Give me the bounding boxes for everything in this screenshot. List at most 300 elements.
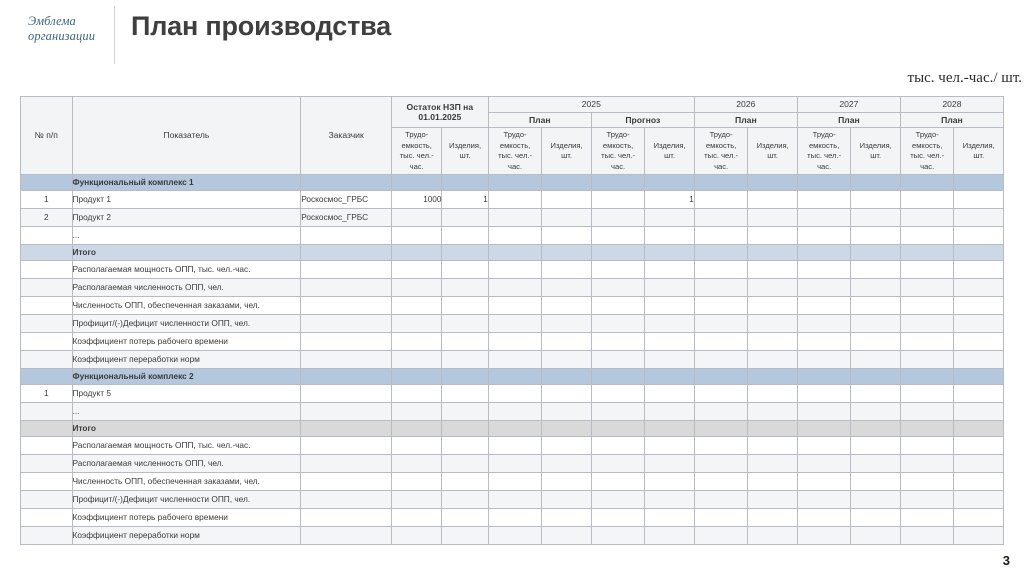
cell-value [797,509,851,527]
cell-value [442,491,488,509]
col-header-year-2026: 2026 [694,97,797,113]
cell-value [954,385,1004,403]
cell-indicator: Функциональный комплекс 2 [72,369,301,385]
cell-value [645,333,694,351]
table-row [21,227,1004,245]
col-header-2026-0-labor-line-2: емкость, [705,140,737,150]
cell-value [591,509,645,527]
col-header-indicator: Показатель [72,97,301,175]
cell-value [591,227,645,245]
cell-value [542,509,591,527]
units-caption: тыс. чел.-час./ шт. [907,70,1022,86]
table-row [21,509,1004,527]
cell-value [645,297,694,315]
cell-customer [301,279,392,297]
cell-value [591,209,645,227]
cell-value [591,333,645,351]
cell-value [542,261,591,279]
cell-value [591,315,645,333]
col-header-2027-0-labor-line-2: емкость, [808,140,840,150]
cell-number [21,369,73,385]
cell-value [954,403,1004,421]
cell-indicator: Располагаемая численность ОПП, чел. [72,455,301,473]
cell-value [900,527,954,545]
col-header-year-2027: 2027 [797,97,900,113]
col-header-2025-sub-0: План [488,112,591,128]
cell-number [21,437,73,455]
cell-value [694,455,748,473]
table-row [21,403,1004,421]
cell-value [954,473,1004,491]
cell-value [391,175,441,191]
cell-value [748,175,797,191]
col-header-2025-0-labor [488,128,542,175]
cell-indicator: Располагаемая мощность ОПП, тыс. чел.-час. [72,261,301,279]
cell-value [391,491,441,509]
cell-value [391,473,441,491]
cell-value [542,297,591,315]
cell-value [748,369,797,385]
cell-value [442,175,488,191]
cell-customer [301,351,392,369]
col-header-2026-0-labor [694,128,748,175]
cell-value [851,315,900,333]
cell-value [442,385,488,403]
cell-value [488,491,542,509]
cell-value [542,351,591,369]
cell-number [21,227,73,245]
cell-value [748,455,797,473]
cell-indicator: Коэффициент потерь рабочего времени [72,333,301,351]
cell-value [851,473,900,491]
cell-value [591,175,645,191]
cell-value [900,473,954,491]
cell-value [851,333,900,351]
col-header-2028-0-labor-line-3: тыс. чел.- [910,151,945,160]
cell-number [21,315,73,333]
cell-value [900,369,954,385]
cell-value [797,403,851,421]
cell-value [442,315,488,333]
slide-header [0,0,1024,72]
wip-group-line-2: 01.01.2025 [418,112,462,122]
cell-value [391,209,441,227]
cell-value [851,279,900,297]
cell-value [797,333,851,351]
cell-number [21,297,73,315]
col-header-2026-0-items-line-1: Изделия, [756,140,789,150]
cell-value [900,509,954,527]
cell-value [442,245,488,261]
cell-value [851,209,900,227]
cell-number [21,175,73,191]
cell-value [954,491,1004,509]
cell-value [954,279,1004,297]
cell-indicator: Профицит/(-)Дефицит численности ОПП, чел. [72,315,301,333]
col-header-2028-0-labor-line-4: час. [920,161,935,171]
col-header-2025-0-items-line-1: Изделия, [550,140,583,150]
cell-value [645,421,694,437]
col-header-2027-0-labor-line-1: Трудо- [812,130,836,139]
cell-indicator: Итого [72,421,301,437]
cell-indicator: Коэффициент переработки норм [72,351,301,369]
cell-customer [301,175,392,191]
cell-value [694,385,748,403]
cell-value [748,333,797,351]
cell-value [442,333,488,351]
cell-value [391,403,441,421]
cell-value [542,491,591,509]
cell-number [21,261,73,279]
cell-value [645,491,694,509]
cell-customer [301,437,392,455]
cell-number [21,351,73,369]
cell-number: 1 [21,191,73,209]
cell-value [391,227,441,245]
col-header-2025-1-labor-line-2: емкость, [602,140,634,150]
cell-value [542,385,591,403]
cell-value [851,175,900,191]
col-header-2026-0-labor-line-1: Трудо- [709,130,733,139]
cell-customer [301,315,392,333]
cell-value [645,385,694,403]
cell-value [542,455,591,473]
cell-value [442,279,488,297]
cell-customer [301,297,392,315]
cell-value [591,279,645,297]
cell-value [391,351,441,369]
cell-value [488,297,542,315]
cell-value [694,333,748,351]
cell-value [900,279,954,297]
cell-value [391,279,441,297]
cell-value [797,261,851,279]
cell-value [748,509,797,527]
cell-value [748,421,797,437]
cell-value [900,261,954,279]
cell-value [442,509,488,527]
cell-value [542,527,591,545]
col-header-2025-0-items-line-2: шт. [561,151,572,160]
col-header-2026-0-items-line-2: шт. [767,151,779,160]
cell-customer [301,473,392,491]
table-row [21,527,1004,545]
cell-value [542,421,591,437]
total-row [21,245,1004,261]
table-row [21,491,1004,509]
cell-value [694,279,748,297]
col-header-wip-labor-line-2: емкость, [401,140,432,150]
cell-value [851,403,900,421]
section-header-row [21,369,1004,385]
cell-value [797,385,851,403]
cell-value [954,175,1004,191]
cell-value [694,175,748,191]
production-plan-table [20,96,1004,545]
cell-value [797,473,851,491]
cell-value [694,297,748,315]
col-header-2028-sub-0: План [900,112,1003,128]
cell-value [954,421,1004,437]
cell-value [645,403,694,421]
cell-value [797,227,851,245]
cell-value [645,245,694,261]
col-header-2028-0-items-line-2: шт. [973,151,985,160]
cell-value [900,437,954,455]
cell-value [694,315,748,333]
cell-value [442,261,488,279]
cell-value: 1 [645,191,694,209]
cell-value [542,473,591,491]
cell-value [694,473,748,491]
cell-value [391,509,441,527]
table-row [21,437,1004,455]
cell-value [591,437,645,455]
cell-value [591,385,645,403]
cell-value [851,421,900,437]
cell-value [391,333,441,351]
table-body [21,175,1004,545]
cell-customer [301,455,392,473]
cell-indicator: Располагаемая мощность ОПП, тыс. чел.-час. [72,437,301,455]
table-head [21,97,1004,175]
table-row [21,261,1004,279]
col-header-wip-labor-line-3: тыс. чел.- [399,151,434,160]
cell-customer: Роскосмос_ГРБС [301,191,392,209]
cell-value [645,437,694,455]
cell-value [748,437,797,455]
page-title: План производства [131,11,391,41]
cell-value [488,527,542,545]
cell-value [442,297,488,315]
cell-value [694,491,748,509]
cell-value [391,261,441,279]
organization-emblem [28,14,108,44]
cell-value [797,315,851,333]
cell-customer [301,527,392,545]
col-header-2028-0-items [954,128,1004,175]
cell-number [21,491,73,509]
cell-value [954,261,1004,279]
cell-number [21,333,73,351]
col-header-2025-0-items [542,128,591,175]
cell-value [542,279,591,297]
cell-value [694,527,748,545]
cell-number: 2 [21,209,73,227]
cell-value [954,527,1004,545]
col-header-2027-sub-0: План [797,112,900,128]
col-header-2027-0-items [851,128,900,175]
cell-value [591,421,645,437]
cell-customer [301,261,392,279]
cell-number [21,473,73,491]
cell-value [851,261,900,279]
cell-value [748,315,797,333]
col-header-2025-1-labor [591,128,645,175]
col-header-wip-labor-line-4: час. [409,161,424,171]
cell-number [21,509,73,527]
cell-value [645,369,694,385]
cell-value [488,403,542,421]
cell-value [851,385,900,403]
cell-value [900,191,954,209]
cell-value [694,261,748,279]
cell-value [748,403,797,421]
cell-value [488,175,542,191]
cell-value [542,191,591,209]
cell-customer [301,333,392,351]
cell-value [900,333,954,351]
cell-value [797,437,851,455]
cell-value [954,351,1004,369]
cell-value [954,209,1004,227]
cell-value [391,315,441,333]
col-header-2028-0-labor-line-2: емкость, [911,140,943,150]
table-row [21,191,1004,209]
cell-value [591,297,645,315]
cell-value [900,315,954,333]
cell-value [694,403,748,421]
cell-value [748,473,797,491]
cell-value [442,209,488,227]
cell-value [748,245,797,261]
cell-value [391,527,441,545]
cell-value [797,491,851,509]
cell-value [591,403,645,421]
emblem-line-2: организации [28,29,96,43]
cell-value [851,369,900,385]
cell-indicator: Коэффициент потерь рабочего времени [72,509,301,527]
col-header-wip-items-line-2: шт. [459,151,471,160]
cell-value [748,297,797,315]
cell-customer [301,421,392,437]
cell-value [694,351,748,369]
cell-indicator: Располагаемая численность ОПП, чел. [72,279,301,297]
cell-value [954,437,1004,455]
cell-value [542,175,591,191]
cell-value [900,175,954,191]
cell-value [954,509,1004,527]
cell-value [900,209,954,227]
cell-value [488,351,542,369]
col-header-2025-1-items-line-2: шт. [664,151,676,160]
cell-value [900,227,954,245]
cell-value [442,227,488,245]
cell-value [488,245,542,261]
col-header-2025-1-items [645,128,694,175]
cell-value [542,245,591,261]
cell-value [900,403,954,421]
cell-value [797,209,851,227]
cell-value [694,369,748,385]
cell-value [954,227,1004,245]
cell-value [748,209,797,227]
cell-value [851,245,900,261]
table-row [21,333,1004,351]
cell-value [645,261,694,279]
col-header-year-2028: 2028 [900,97,1003,113]
cell-value [542,437,591,455]
col-header-2026-0-labor-line-4: час. [714,161,729,171]
cell-value [748,227,797,245]
cell-customer: Роскосмос_ГРБС [301,209,392,227]
cell-value [591,245,645,261]
cell-value [591,527,645,545]
cell-value [488,509,542,527]
cell-value [851,297,900,315]
col-header-2027-0-labor-line-4: час. [817,161,832,171]
col-header-2027-0-items-line-2: шт. [870,151,882,160]
col-header-2025-sub-1: Прогноз [591,112,694,128]
cell-value [645,509,694,527]
cell-number [21,421,73,437]
cell-value [748,527,797,545]
cell-value [954,455,1004,473]
cell-indicator: Профицит/(-)Дефицит численности ОПП, чел. [72,491,301,509]
cell-value [591,473,645,491]
cell-value [748,385,797,403]
col-header-2025-1-items-line-1: Изделия, [653,140,686,150]
cell-value [542,333,591,351]
table-row [21,455,1004,473]
cell-indicator: Численность ОПП, обеспеченная заказами, чел. [72,473,301,491]
cell-value [542,227,591,245]
cell-value [442,437,488,455]
cell-value [442,527,488,545]
table-row [21,385,1004,403]
cell-value [748,279,797,297]
col-header-wip-labor-line-1: Трудо- [405,130,429,139]
col-header-2027-0-labor-line-3: тыс. чел.- [807,151,842,160]
cell-value [900,351,954,369]
cell-value [954,297,1004,315]
cell-value: 1000 [391,191,441,209]
cell-value [391,455,441,473]
col-header-wip-labor [391,128,441,175]
cell-value [442,473,488,491]
cell-value [488,369,542,385]
cell-customer [301,245,392,261]
total-row [21,421,1004,437]
section-header-row [21,175,1004,191]
cell-value [851,437,900,455]
wip-group-line-1: Остаток НЗП на [406,101,474,112]
cell-customer [301,385,392,403]
col-header-number: № п/п [21,97,73,175]
cell-number [21,279,73,297]
cell-value [488,191,542,209]
cell-value [488,227,542,245]
cell-indicator: Численность ОПП, обеспеченная заказами, чел. [72,297,301,315]
cell-value [954,315,1004,333]
cell-value [797,527,851,545]
cell-number: 1 [21,385,73,403]
col-header-2027-0-items-line-1: Изделия, [859,140,892,150]
cell-value [851,491,900,509]
cell-value [694,437,748,455]
cell-value [591,351,645,369]
cell-value [954,333,1004,351]
col-header-2025-1-labor-line-4: час. [611,161,626,171]
cell-value [694,421,748,437]
cell-value [442,421,488,437]
cell-value [542,369,591,385]
production-plan-table-wrapper [20,96,1004,545]
cell-value [748,191,797,209]
col-header-2025-1-labor-line-1: Трудо- [606,130,630,139]
cell-value [797,369,851,385]
col-header-2028-0-items-line-1: Изделия, [962,140,995,150]
